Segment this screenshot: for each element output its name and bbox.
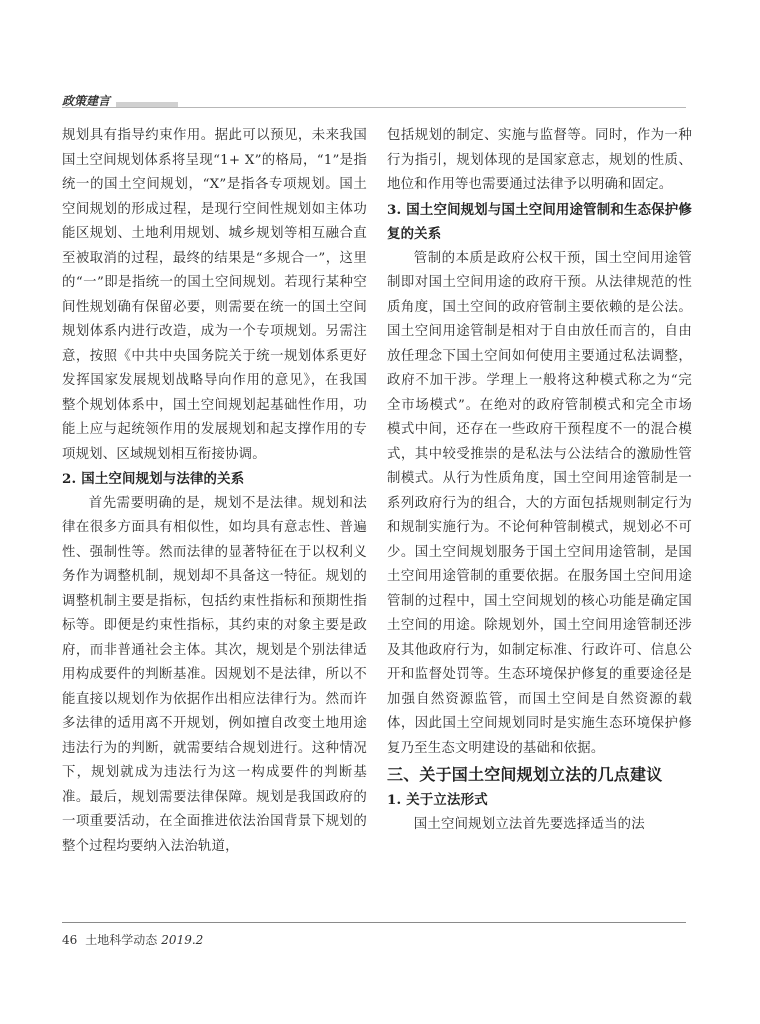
right-paragraph-2: 管制的本质是政府公权干预，国土空间用途管制即对国土空间用途的政府干预。从法律规范的性质角度，国土空间的政府管制主要依赖的是公法。国土空间用途管制是相对于自由放任而言的，自由放任理念下国土空间如何使用主要通过私法调整，政府不加干涉。学理上一般将这种模式称之为“完全市场模式”。在绝对的政府管制模式和完全市场模式中间，还存在一些政府干预程度不一的混合模式，其中较受推崇的是私法与公法结合的激励性管制模式。从行为性质角度，国土空间用途管制是一系列政府行为的组合，大的方面包括规则制定行为和规制实施行为。不论何种管制模式，规划必不可少。国土空间规划服务于国土空间用途管制，是国土空间用途管制的重要依据。在服务国土空间用途管制的过程中，国土空间规划的核心功能是确定国土空间的用途。除规划外，国土空间用途管制还涉及其他政府行为，如制定标准、行政许可、信息公开和监督处罚等。生态环境保护修复的重要途径是加强自然资源监管，而国土空间是自然资源的载体，因此国土空间规划同时是实施生态环境保护修复乃至生态文明建设的基础和依据。 (387, 250, 692, 756)
footer-text (62, 931, 203, 948)
section-label: 政策建言 (62, 94, 111, 108)
left-paragraph-2: 首先需要明确的是，规划不是法律。规划和法律在很多方面具有相似性，如均具有意志性、普遍性、强制性等。然而法律的显著特征在于以权利义务作为调整机制，规划却不具备这一特征。规划的调整机制主要是指标，包括约束性指标和预期性指标等。即便是约束性指标，其约束的对象主要是政府，而非普通社会主体。其次，规划是个别法律适用构成要件的判断基准。因规划不是法律，所以不能直接以规划作为依据作出相应法律行为。然而许多法律的适用离不开规划，例如擅自改变土地用途违法行为的判断，就需要结合规划进行。这种情况下，规划就成为违法行为这一构成要件的判断基准。最后，规划需要法律保障。规划是我国政府的一项重要活动，在全面推进依法治国背景下规划的整个过程均要纳入法治轨道， (62, 495, 367, 854)
right-column (387, 124, 692, 837)
header-rule (62, 107, 686, 108)
subheading-legislative-form: 1. 关于立法形式 (387, 792, 488, 808)
subheading-use-control: 3. 国土空间规划与国土空间用途管制和生态保护修复的关系 (387, 201, 692, 242)
subheading-law-relation: 2. 国土空间规划与法律的关系 (62, 471, 245, 487)
left-column (62, 124, 367, 859)
issue-number: 2019.2 (161, 933, 204, 947)
right-paragraph-1: 包括规划的制定、实施与监督等。同时，作为一种行为指引，规划体现的是国家意志，规划的性质、地位和作用等也需要通过法律予以明确和固定。 (387, 128, 692, 192)
running-header (62, 92, 686, 110)
journal-name: 土地科学动态 (85, 933, 158, 947)
footer-rule (62, 922, 686, 923)
section-heading-suggestions: 三、关于国土空间规划立法的几点建议 (387, 765, 663, 784)
right-paragraph-3: 国土空间规划立法首先要选择适当的法 (413, 816, 645, 832)
left-paragraph-1: 规划具有指导约束作用。据此可以预见，未来我国国土空间规划体系将呈现“1+ X”的格局，“1”是指统一的国土空间规划，“X”是指各专项规划。国土空间规划的形成过程，是现行空间性规划如主体功能区规划、土地利用规划、城乡规划等相互融合直至被取消的过程，最终的结果是“多规合一”，这里的“一”即是指统一的国土空间规划。若现行某种空间性规划确有保留必要，则需要在统一的国土空间规划体系内进行改造，成为一个专项规划。另需注意，按照《中共中央国务院关于统一规划体系更好发挥国家发展规划战略导向作用的意见》，在我国整个规划体系中，国土空间规划起基础性作用，功能上应与起统领作用的发展规划和起支撑作用的专项规划、区域规划相互衔接协调。 (62, 128, 367, 462)
page-number: 46 (62, 933, 78, 947)
